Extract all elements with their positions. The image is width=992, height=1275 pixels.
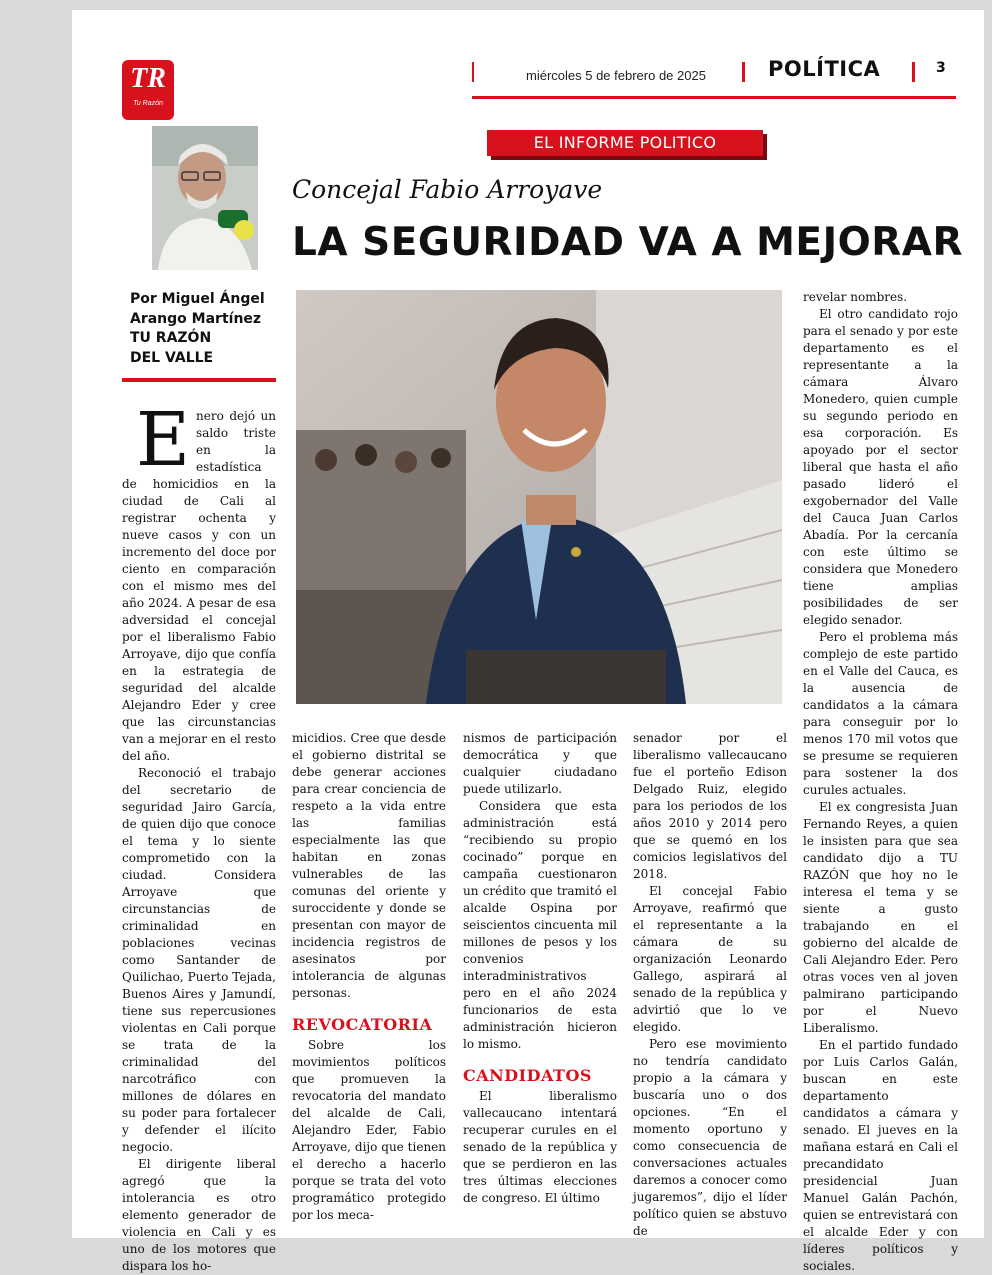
paragraph: Considera que esta administración está “recibiendo su propio cocinado” porque en campaña cuestionaron un crédito que tramitó el alcalde Ospina por seiscientos cincuenta mil millones de pesos y los convenios interadministrativos pero en el año 2024 funcionarios de esta administración hicieron lo mismo.	[463, 799, 617, 1051]
crosshead: REVOCATORIA	[292, 1015, 433, 1034]
author-photo	[152, 126, 258, 270]
newspaper-page	[72, 10, 984, 1273]
paragraph: Pero el problema más complejo de este partido en el Valle del Cauca, es la ausencia de candidatos a la cámara para conseguir por lo menos 170 mil votos que se presume se requieren para sostener la dos curules actuales.	[803, 630, 958, 797]
header-divider	[912, 62, 915, 82]
drop-cap: E	[136, 397, 191, 483]
logo-sub: Tu Razón	[133, 100, 163, 107]
byline	[130, 290, 265, 368]
article-subtitle: Concejal Fabio Arroyave	[292, 175, 603, 204]
paragraph: En el partido fundado por Luis Carlos Galán, buscan en este departamento candidatos a cámara y senado. El jueves en la mañana estará en Cali el precandidato presidencial Juan Manuel Galán Pachón, quien se entrevistará con el alcalde Eder y con líderes políticos y sociales.	[803, 1038, 958, 1273]
paragraph: El dirigente liberal agregó que la intolerancia es otro elemento generador de violencia en Cali y es uno de los motores que dispara los ho-	[122, 1157, 276, 1273]
paragraph: nismos de participación democrática y que cualquier ciudadano puede utilizarlo.	[463, 731, 617, 796]
section-name: POLÍTICA	[768, 57, 881, 81]
byline-line: Por Miguel Ángel	[130, 291, 265, 307]
byline-line: TU RAZÓN	[130, 330, 212, 346]
byline-line: DEL VALLE	[130, 349, 214, 366]
column-kicker: EL INFORME POLITICO	[487, 130, 763, 156]
paragraph: micidios. Cree que desde el gobierno distrital se debe generar acciones para crear conciencia de respeto a la vida entre las familias especialmente las que habitan en zonas vulnerables de las comunas del oriente y suroccidente y donde se presentan con mayor de incidencia registros de asesinatos por intolerancia de algunas personas.	[292, 731, 446, 1000]
text-column-1	[122, 397, 276, 1275]
paragraph: Sobre los movimientos políticos que promueven la revocatoria del mandato del alcalde de Cali, Alejandro Eder, Fabio Arroyave, dijo que tienen el derecho a hacerlo porque se trata del voto programático protegido por los meca-	[292, 1038, 446, 1222]
text-column-4	[633, 730, 787, 1240]
page-number: 3	[936, 60, 946, 76]
byline-line: Arango Martínez	[130, 310, 262, 327]
paragraph: nero dejó un saldo triste en la estadística de homicidios en la ciudad de Cali al registrar ochenta y nueve casos y con un incremento del doce por ciento en comparación con el mismo mes del año 2024. A pesar de esa adversidad el concejal por el liberalismo Fabio Arroyave, dijo que confía en la estrategia de seguridad del alcalde Alejandro Eder y cree que las circunstancias van a mejorar en el resto del año.	[122, 409, 276, 763]
paragraph: El concejal Fabio Arroyave, reafirmó que el representante a la cámara de su organización Leonardo Gallego, aspirará al senado de la república y advirtió que lo ve elegido.	[633, 884, 787, 1034]
header-divider	[742, 62, 745, 82]
crosshead: CANDIDATOS	[463, 1066, 592, 1085]
paragraph: Reconoció el trabajo del secretario de seguridad Jairo García, de quien dijo que conoce el tema y lo siente comprometido con la ciudad. Considera Arroyave que circunstancias de criminalidad en poblaciones vecinas como Santander de Quilichao, Puerto Tejada, Buenos Aires y Jamundí, tiene sus repercusiones violentas en Cali porque se trata de la criminalidad del narcotráfico con millones de dólares en su poder para fortalecer y defender el ilícito negocio.	[122, 766, 276, 1154]
paragraph: El otro candidato rojo para el senado y por este departamento es el representante a la cámara Álvaro Monedero, quien cumple su segundo periodo en esa corporación. Es apoyado por el sector liberal que hasta el año pasado lideró el exgobernador del Valle del Cauca Juan Carlos Abadía. Por la cercanía con este último se considera que Monedero tiene amplias posibilidades de ser elegido senador.	[803, 307, 958, 627]
header-divider	[472, 62, 474, 82]
tu-razon-logo	[122, 60, 174, 120]
text-column-5	[803, 289, 958, 1275]
paragraph: senador por el liberalismo vallecaucano fue el porteño Edison Delgado Ruiz, elegido para los periodos de los años 2010 y 2014 pero que se quemó en los comicios legislativos del 2018.	[633, 731, 787, 881]
paragraph: revelar nombres.	[803, 290, 908, 304]
issue-date: miércoles 5 de febrero de 2025	[526, 68, 706, 83]
paragraph: El ex congresista Juan Fernando Reyes, a quien le insisten para que sea candidato dijo a TU RAZÓN que hoy no le interesa el tema y se siente a gusto trabajando en el gobierno del alcalde de Cali Alejandro Eder. Pero otras voces ven al joven palmirano participando por el Nuevo Liberalismo.	[803, 800, 958, 1035]
article-headline: LA SEGURIDAD VA A MEJORAR	[292, 220, 963, 265]
text-column-3	[463, 730, 617, 1207]
header-rule	[472, 96, 956, 99]
logo-text: TR	[130, 63, 166, 94]
byline-rule	[122, 378, 276, 382]
article-photo	[296, 290, 782, 704]
paragraph: Pero ese movimiento no tendría candidato propio a la cámara y buscaría uno o dos opciones. “En el momento oportuno y como consecuencia de conversaciones actuales daremos a conocer como jugaremos”, dijo el líder político quien se abstuvo de	[633, 1037, 787, 1238]
paragraph: El liberalismo vallecaucano intentará recuperar curules en el senado de la república y que se perdieron en las tres últimas elecciones de congreso. El último	[463, 1089, 617, 1205]
text-column-2	[292, 730, 446, 1224]
